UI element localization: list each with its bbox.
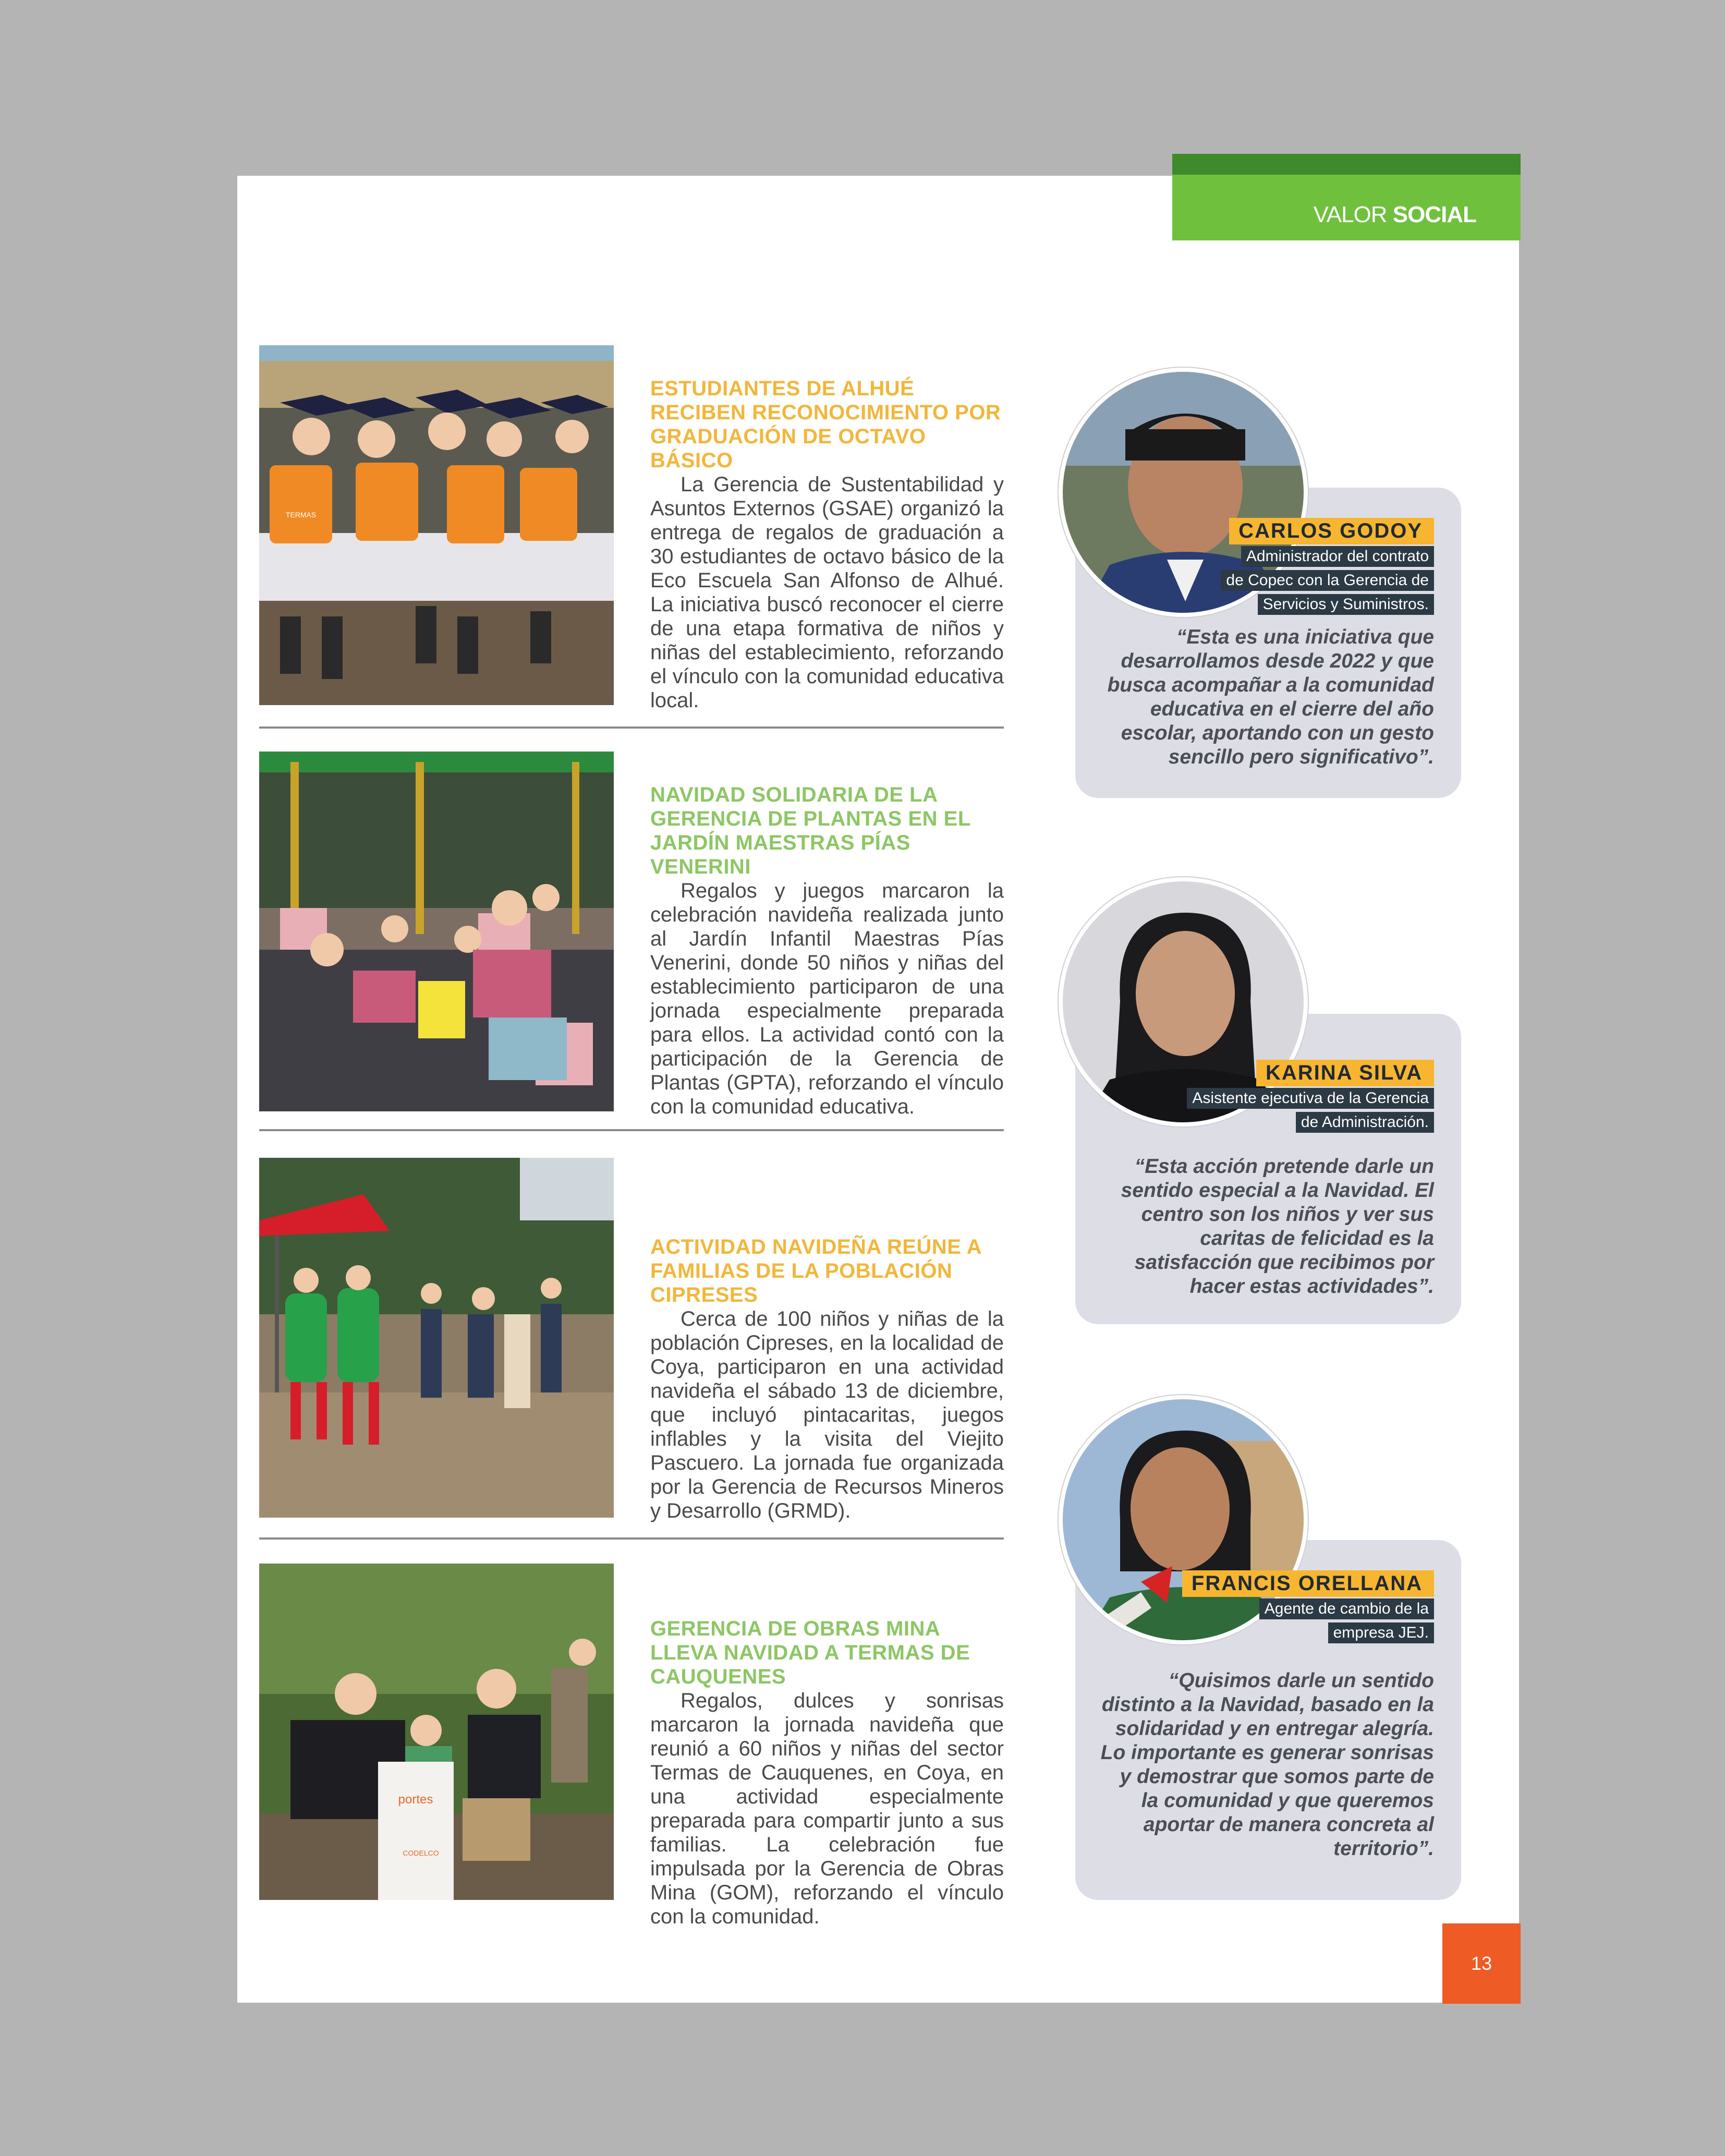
role-line: empresa JEJ.	[1328, 1622, 1434, 1643]
section-tab	[1172, 154, 1521, 240]
section-tab-strip	[1172, 154, 1521, 175]
article-title: ESTUDIANTES DE ALHUÉ RECIBEN RECONOCIMIENTO POR GRADUACIÓN DE OCTAVO BÁSICO	[650, 377, 1001, 472]
article-body: Regalos, dulces y sonrisas marcaron la jornada navideña que reunió a 60 niños y niñas del sector Termas de Cauquenes, en Coya, en una actividad especialmente preparada para compartir junto a sus familias. La celebración fue impulsada por la Gerencia de Obras Mina (GOM), reforzando el vínculo con la comunidad.	[650, 1689, 1004, 1928]
profile-role	[1221, 546, 1434, 618]
article-garden-text	[650, 783, 1004, 1119]
article-cipreses	[259, 1158, 1004, 1522]
article-title: ACTIVIDAD NAVIDEÑA REÚNE A FAMILIAS DE LA POBLACIÓN CIPRESES	[650, 1236, 981, 1306]
bag-label: TERMAS	[285, 511, 317, 519]
section-label-bold: SOCIAL	[1392, 202, 1476, 227]
profile-name: CARLOS GODOY	[1229, 518, 1434, 544]
section-label-light: VALOR	[1313, 202, 1393, 227]
divider	[259, 726, 1004, 729]
article-graduation-text	[650, 377, 1004, 712]
role-line: de Copec con la Gerencia de	[1221, 570, 1434, 591]
article-body: Cerca de 100 niños y niñas de la población Cipreses, en la localidad de Coya, participaron en una actividad navideña el sábado 13 de diciembre, que incluyó pintacaritas, juegos inflables y la visita del Viejito Pascuero. La jornada fue organizada por la Gerencia de Recursos Mineros y Desarrollo (GRMD).	[650, 1307, 1004, 1522]
termas-photo	[259, 1564, 614, 1900]
divider	[259, 1129, 1004, 1131]
profile-francis-orellana	[1059, 1395, 1465, 1901]
profile-quote: “Quisimos darle un sentido distinto a la Navidad, basado en la solidaridad y en entregar alegría. Lo importante es generar sonrisas y demostrar que somos parte de la comunidad y que queremos aportar de manera concreta al territorio”.	[1100, 1669, 1434, 1860]
profile-quote: “Esta es una iniciativa que desarrollamos desde 2022 y que busca acompañar a la comunidad educativa en el cierre del año escolar, aportando con un gesto sencillo pero significativo”.	[1107, 626, 1434, 768]
article-title: NAVIDAD SOLIDARIA DE LA GERENCIA DE PLANTAS EN EL JARDÍN MAESTRAS PÍAS VENERINI	[650, 783, 971, 878]
profile-karina-silva	[1059, 877, 1465, 1326]
profile-carlos-godoy	[1059, 368, 1465, 801]
page-number: 13	[1442, 1923, 1521, 2004]
article-termas-text	[650, 1617, 1004, 1929]
article-body: Regalos y juegos marcaron la celebración navideña realizada junto al Jardín Infantil Maestras Pías Venerini, donde 50 niños y niñas del establecimiento participaron de una jornada especialmente preparada para ellos. La actividad contó con la participación de la Gerencia de Plantas (GPTA), reforzando el vínculo con la comunidad educativa.	[650, 879, 1004, 1118]
article-termas	[259, 1564, 1004, 1928]
article-cipreses-text	[650, 1235, 1004, 1523]
cipreses-photo	[259, 1158, 614, 1518]
article-graduation	[259, 345, 1004, 712]
article-title: GERENCIA DE OBRAS MINA LLEVA NAVIDAD A TERMAS DE CAUQUENES	[650, 1617, 970, 1688]
profile-name: KARINA SILVA	[1256, 1060, 1434, 1086]
garden-photo	[259, 752, 614, 1111]
graduation-photo	[259, 345, 614, 705]
profile-quote: “Esta acción pretende darle un sentido especial a la Navidad. El centro son los niños y ver sus caritas de felicidad es la satisfacción que recibimos por hacer estas actividades”.	[1121, 1155, 1434, 1298]
role-line: de Administración.	[1296, 1112, 1434, 1133]
role-line: Asistente ejecutiva de la Gerencia	[1187, 1088, 1434, 1109]
section-label	[1314, 202, 1476, 228]
profile-role	[1259, 1598, 1434, 1646]
role-line: Servicios y Suministros.	[1258, 594, 1434, 615]
gift-bag-logo: CODELCO	[403, 1849, 439, 1857]
profile-role	[1187, 1088, 1434, 1136]
gift-bag-label: portes	[398, 1792, 433, 1807]
article-body: La Gerencia de Sustentabilidad y Asuntos Externos (GSAE) organizó la entrega de regalos de graduación a 30 estudiantes de octavo básico de la Eco Escuela San Alfonso de Alhué. La iniciativa buscó reconocer el cierre de una etapa formativa de niños y niñas del establecimiento, reforzando el vínculo con la comunidad educativa local.	[650, 473, 1004, 712]
article-christmas-garden	[259, 752, 1004, 1118]
profile-name: FRANCIS ORELLANA	[1182, 1570, 1434, 1597]
role-line: Agente de cambio de la	[1259, 1598, 1434, 1619]
role-line: Administrador del contrato	[1241, 546, 1434, 567]
divider	[259, 1537, 1004, 1540]
